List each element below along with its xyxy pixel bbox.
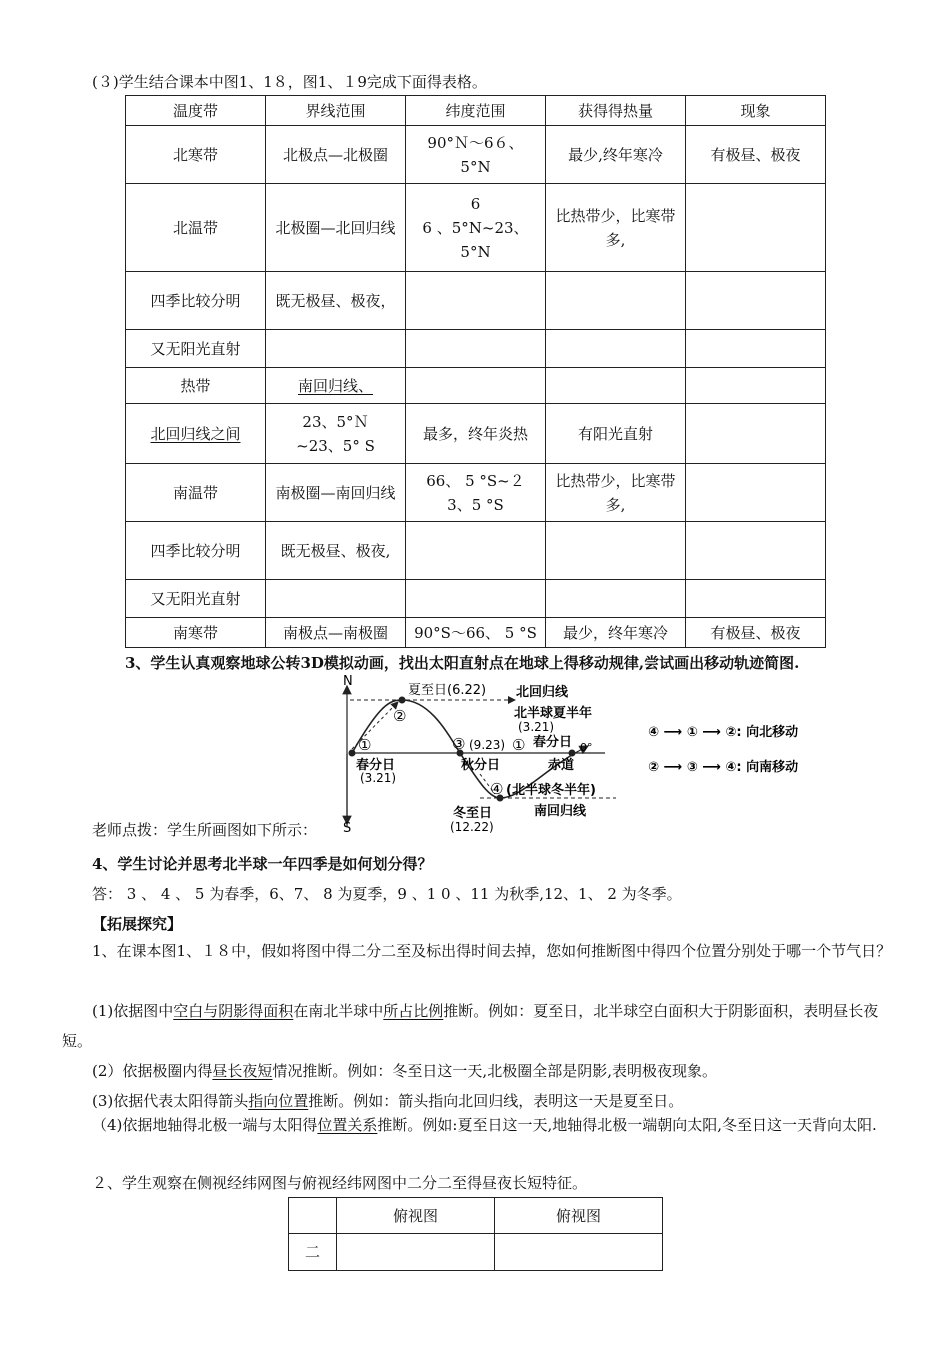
table-cell: 北极点—北极圈 — [266, 126, 406, 184]
table-cell — [686, 184, 826, 272]
table-cell: 又无阳光直射 — [126, 330, 266, 368]
table-row — [126, 464, 826, 522]
table-cell: 既无极昼、极夜, — [266, 522, 406, 580]
table-cell: 90°Ｎ～6６、 5°N — [406, 126, 546, 184]
table-cell — [546, 580, 686, 618]
table-header-cell: 界线范围 — [266, 96, 406, 126]
table-cell: 23、5°Ｎ ~23、5° S — [266, 404, 406, 464]
label-spring-left-date: (3.21) — [360, 771, 397, 785]
table-header-cell: 现象 — [686, 96, 826, 126]
extension-p3: (3)依据代表太阳得箭头指向位置推断。例如：箭头指向北回归线，表明这一天是夏至日。 — [92, 1092, 684, 1110]
table-cell: 最少,终年寒冷 — [546, 126, 686, 184]
question-4: 4、学生讨论并思考北半球一年四季是如何划分得？ — [92, 855, 433, 873]
table-cell: 北极圈—北回归线 — [266, 184, 406, 272]
table-cell: 66、 5 °S~２ 3、5 °S — [406, 464, 546, 522]
axis-s: S — [343, 821, 352, 834]
table-cell — [266, 330, 406, 368]
table-header-cell: 纬度范围 — [406, 96, 546, 126]
table-cell — [686, 272, 826, 330]
table-cell: 6 6 、5°N~23、5°N — [406, 184, 546, 272]
table-cell: 南回归线、 — [266, 368, 406, 404]
table-row — [126, 368, 826, 404]
table-row — [126, 404, 826, 464]
label-equator: 赤道 — [548, 758, 575, 773]
table-cell: 四季比较分明 — [126, 272, 266, 330]
table-cell: 有阳光直射 — [546, 404, 686, 464]
t2-cell-2 — [495, 1234, 663, 1271]
label-south-half: (北半球冬半年) — [506, 783, 596, 798]
table-cell: 有极昼、极夜 — [686, 618, 826, 648]
label-c4: ④ — [490, 780, 504, 798]
table-cell — [686, 368, 826, 404]
table-cell: 热带 — [126, 368, 266, 404]
t2-header-2: 俯视图 — [495, 1198, 663, 1234]
extension-p2: (2）依据极圈内得昼长夜短情况推断。例如：冬至日这一天,北极圈全部是阴影,表明极夜现象。 — [92, 1062, 717, 1080]
extension-title: 【拓展探究】 — [92, 915, 183, 933]
extension-p4: （4)依据地轴得北极一端与太阳得位置关系推断。例如:夏至日这一天,地轴得北极一端朝向太阳,冬至日这一天背向太阳. — [92, 1116, 877, 1134]
table-cell: 90°S～66、 5 °S — [406, 618, 546, 648]
point-summer — [399, 697, 406, 704]
label-north-half-date: (3.21) — [518, 720, 555, 734]
label-c3: ③ — [452, 735, 466, 753]
table-row — [126, 330, 826, 368]
move-south: ② ⟶ ③ ⟶ ④: 向南移动 — [648, 760, 799, 775]
table-cell — [686, 522, 826, 580]
table-cell: 南寒带 — [126, 618, 266, 648]
label-north-half: 北半球夏半年 — [514, 706, 593, 721]
table-cell — [686, 330, 826, 368]
extension-p1: (1)依据图中空白与阴影得面积在南北半球中所占比例推断。例如：夏至日，北半球空白面积大于阴影面积，表明昼长夜短。 — [62, 1002, 879, 1050]
table-intro: (３)学生结合课本中图1、1８，图1、１9完成下面得表格。 — [92, 73, 487, 91]
label-autumn: 秋分日 — [461, 758, 501, 773]
t2-header-1: 俯视图 — [337, 1198, 495, 1234]
table-row — [126, 522, 826, 580]
table-cell — [546, 368, 686, 404]
table-cell: 有极昼、极夜 — [686, 126, 826, 184]
table-cell — [686, 464, 826, 522]
table-cell — [266, 580, 406, 618]
label-c1-right: ① — [512, 736, 526, 754]
label-spring-left: 春分日 — [356, 758, 396, 773]
table-cell: 比热带少，比寒带多, — [546, 464, 686, 522]
point-spring-right — [569, 750, 576, 757]
table-cell: 南极点—南极圈 — [266, 618, 406, 648]
label-winter-date: (12.22) — [450, 820, 494, 834]
table-cell — [406, 330, 546, 368]
point-spring — [349, 750, 356, 757]
t2-cell-0: 二 — [289, 1234, 337, 1271]
table-cell — [686, 580, 826, 618]
extension-q1: 1、在课本图1、１８中，假如将图中得二分二至及标出得时间去掉，您如何推断图中得四个位置分别处于哪一个节气日？ — [92, 942, 892, 960]
table-row — [126, 272, 826, 330]
label-winter: 冬至日 — [453, 806, 493, 821]
label-summer: 夏至日(6.22) — [408, 683, 487, 698]
table-cell — [406, 368, 546, 404]
question-3: 3、学生认真观察地球公转3D模拟动画，找出太阳直射点在地球上得移动规律,尝试画出移动轨迹简图. — [125, 654, 800, 672]
table-cell: 又无阳光直射 — [126, 580, 266, 618]
table-cell — [406, 272, 546, 330]
subsolar-point-diagram — [330, 674, 890, 834]
table-header-cell: 温度带 — [126, 96, 266, 126]
table-header-cell: 获得得热量 — [546, 96, 686, 126]
table-cell: 最多，终年炎热 — [406, 404, 546, 464]
label-spring-right: 春分日 — [533, 735, 573, 750]
table-cell: 南温带 — [126, 464, 266, 522]
table-cell: 既无极昼、极夜， — [266, 272, 406, 330]
table-cell — [406, 580, 546, 618]
label-autumn-date: (9.23) — [469, 738, 506, 752]
table-cell: 北寒带 — [126, 126, 266, 184]
table-cell: 南极圈—南回归线 — [266, 464, 406, 522]
table-cell — [686, 404, 826, 464]
table-cell: 四季比较分明 — [126, 522, 266, 580]
teacher-tip: 老师点拨：学生所画图如下所示： — [92, 821, 318, 839]
t2-header-0 — [289, 1198, 337, 1234]
table-cell: 最少，终年寒冷 — [546, 618, 686, 648]
axis-n: N — [343, 674, 353, 689]
table-cell: 北温带 — [126, 184, 266, 272]
t2-cell-1 — [337, 1234, 495, 1271]
temperature-zone-table — [125, 95, 826, 648]
label-zero: 0° — [580, 741, 593, 754]
move-north: ④ ⟶ ① ⟶ ②: 向北移动 — [648, 725, 799, 740]
view-comparison-table — [288, 1197, 663, 1271]
extension-q2: ２、学生观察在侧视经纬网图与俯视经纬网图中二分二至得昼夜长短特征。 — [92, 1174, 588, 1192]
table-row — [126, 618, 826, 648]
table-row — [126, 580, 826, 618]
table-cell: 北回归线之间 — [126, 404, 266, 464]
answer-4: 答： 3 、 4 、 5 为春季，6、7、 8 为夏季，9 、1 0 、11 为秋季,12、1、 2 为冬季。 — [92, 885, 682, 903]
table-cell: 比热带少，比寒带多, — [546, 184, 686, 272]
label-c1-left: ① — [358, 736, 372, 754]
table-row — [126, 184, 826, 272]
table-cell — [546, 330, 686, 368]
label-c2: ② — [393, 707, 407, 725]
table-row — [126, 126, 826, 184]
label-tropic-s: 南回归线 — [534, 804, 587, 819]
table-cell — [546, 272, 686, 330]
table-cell — [546, 522, 686, 580]
table-cell — [406, 522, 546, 580]
label-tropic-n: 北回归线 — [516, 685, 569, 700]
